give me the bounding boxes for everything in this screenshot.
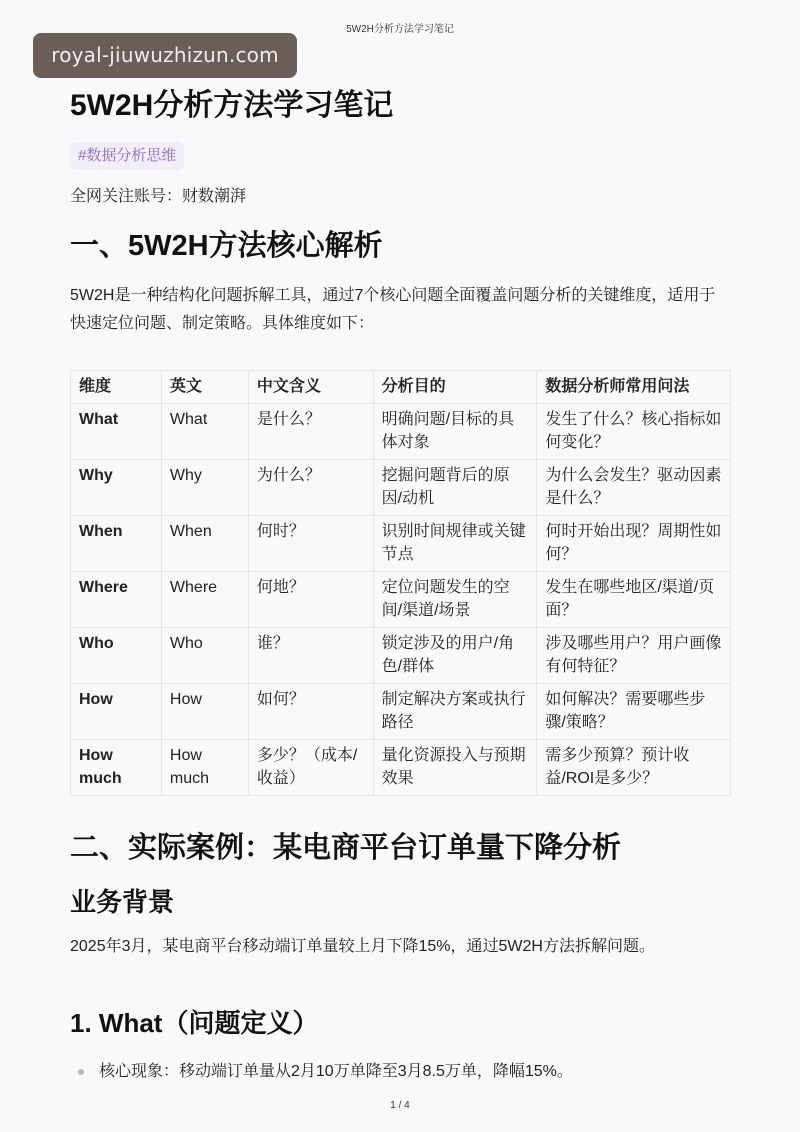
cell-purpose: 挖掘问题背后的原因/动机 <box>373 460 537 516</box>
cell-purpose: 制定解决方案或执行路径 <box>373 684 537 740</box>
cell-dimension: How <box>71 684 162 740</box>
section1-intro: 5W2H是一种结构化问题拆解工具，通过7个核心问题全面覆盖问题分析的关键维度，适用于快速定位问题、制定策略。具体维度如下： <box>70 287 716 332</box>
section2-heading: 二、实际案例：某电商平台订单量下降分析 <box>70 832 622 864</box>
cell-analyst-question: 为什么会发生？驱动因素是什么？ <box>537 460 731 516</box>
list-item <box>78 1059 573 1085</box>
cell-english: Who <box>161 628 248 684</box>
table-row <box>71 628 731 684</box>
table-row <box>71 460 731 516</box>
cell-chinese-meaning: 谁？ <box>248 628 373 684</box>
cell-analyst-question: 发生在哪些地区/渠道/页面？ <box>537 572 731 628</box>
cell-dimension: Who <box>71 628 162 684</box>
cell-dimension: How much <box>71 740 162 796</box>
hashtag-tag[interactable]: #数据分析思维 <box>70 142 184 170</box>
cell-purpose: 定位问题发生的空间/渠道/场景 <box>373 572 537 628</box>
column-header: 数据分析师常用问法 <box>537 371 731 404</box>
section1-heading: 一、5W2H方法核心解析 <box>70 230 383 262</box>
cell-analyst-question: 如何解决？需要哪些步骤/策略？ <box>537 684 731 740</box>
cell-dimension: Why <box>71 460 162 516</box>
cell-purpose: 明确问题/目标的具体对象 <box>373 404 537 460</box>
cell-purpose: 量化资源投入与预期效果 <box>373 740 537 796</box>
table-row <box>71 404 731 460</box>
table-row <box>71 572 731 628</box>
list-item-text: 核心现象：移动端订单量从2月10万单降至3月8.5万单，降幅15%。 <box>99 1063 573 1080</box>
column-header: 中文含义 <box>248 371 373 404</box>
what-heading: 1. What（问题定义） <box>70 1008 319 1038</box>
cell-english: How <box>161 684 248 740</box>
bullet-dot-icon <box>78 1069 84 1075</box>
5w2h-table <box>70 370 731 796</box>
table-header-row <box>71 371 731 404</box>
cell-analyst-question: 涉及哪些用户？用户画像有何特征？ <box>537 628 731 684</box>
running-header: 5W2H分析方法学习笔记 <box>346 24 454 35</box>
cell-dimension: When <box>71 516 162 572</box>
cell-chinese-meaning: 何地？ <box>248 572 373 628</box>
page-title: 5W2H分析方法学习笔记 <box>70 89 394 122</box>
cell-analyst-question: 需多少预算？预计收益/ROI是多少？ <box>537 740 731 796</box>
account-line: 全网关注账号：财数潮湃 <box>70 188 247 205</box>
watermark-badge: royal-jiuwuzhizun.com <box>33 33 297 78</box>
table-row <box>71 684 731 740</box>
page-number: 1 / 4 <box>390 1100 410 1111</box>
cell-analyst-question: 何时开始出现？周期性如何？ <box>537 516 731 572</box>
column-header: 维度 <box>71 371 162 404</box>
cell-english: What <box>161 404 248 460</box>
cell-english: Why <box>161 460 248 516</box>
cell-chinese-meaning: 如何？ <box>248 684 373 740</box>
column-header: 英文 <box>161 371 248 404</box>
cell-purpose: 锁定涉及的用户/角色/群体 <box>373 628 537 684</box>
business-background-text: 2025年3月，某电商平台移动端订单量较上月下降15%，通过5W2H方法拆解问题。 <box>70 938 655 955</box>
table-row <box>71 516 731 572</box>
cell-dimension: What <box>71 404 162 460</box>
business-background-heading: 业务背景 <box>70 887 175 917</box>
cell-chinese-meaning: 何时？ <box>248 516 373 572</box>
cell-english: Where <box>161 572 248 628</box>
column-header: 分析目的 <box>373 371 537 404</box>
cell-dimension: Where <box>71 572 162 628</box>
table-row <box>71 740 731 796</box>
cell-chinese-meaning: 是什么？ <box>248 404 373 460</box>
cell-english: When <box>161 516 248 572</box>
cell-chinese-meaning: 为什么？ <box>248 460 373 516</box>
cell-purpose: 识别时间规律或关键节点 <box>373 516 537 572</box>
cell-chinese-meaning: 多少？（成本/收益） <box>248 740 373 796</box>
cell-english: How much <box>161 740 248 796</box>
cell-analyst-question: 发生了什么？核心指标如何变化？ <box>537 404 731 460</box>
